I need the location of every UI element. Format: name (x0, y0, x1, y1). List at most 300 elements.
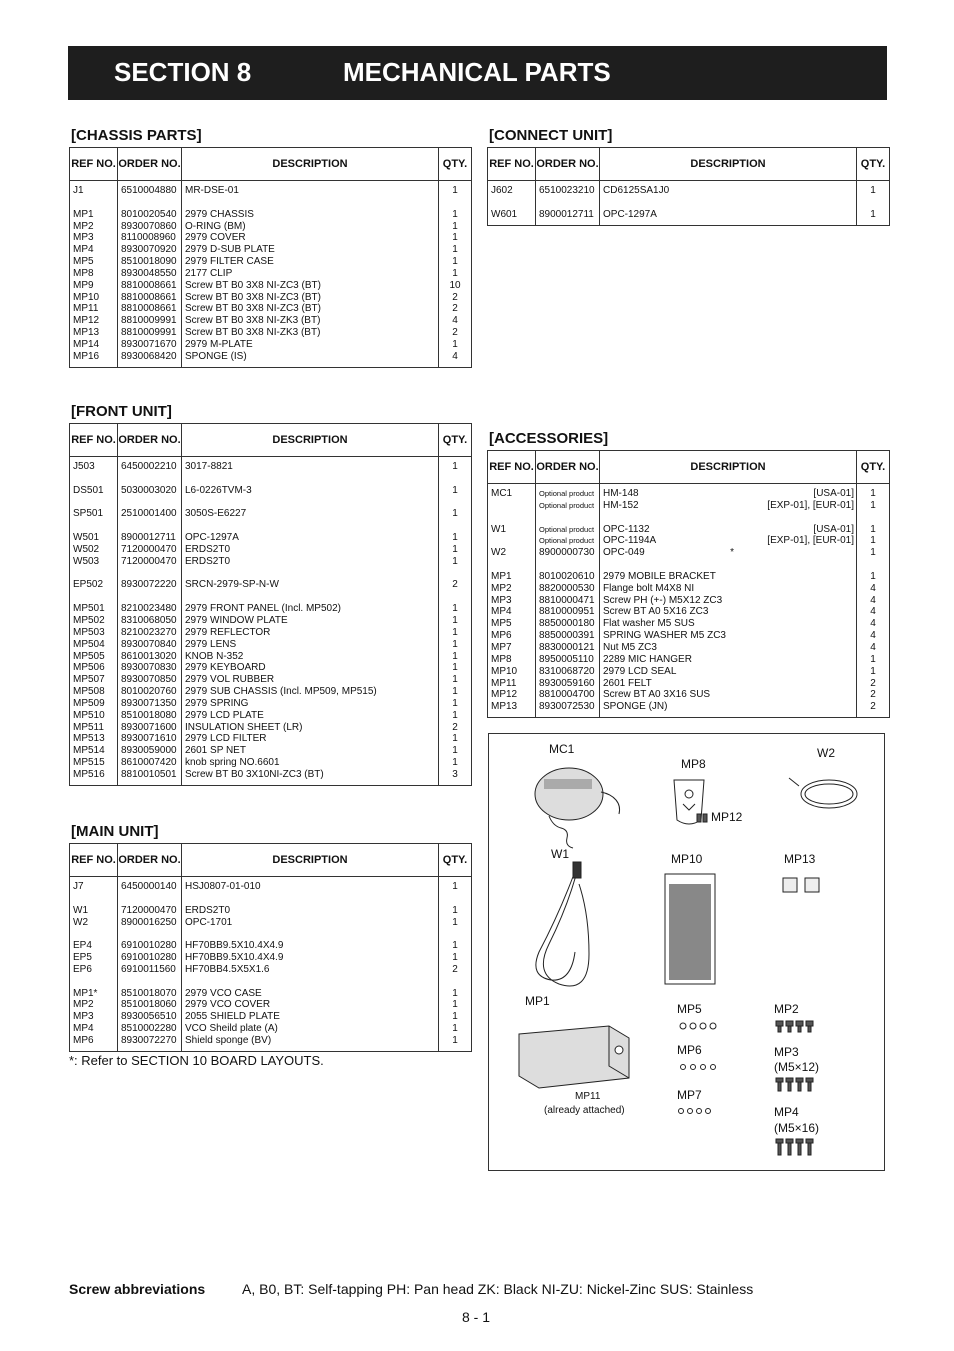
table-row (70, 544, 471, 556)
description-cell (600, 500, 857, 512)
table-row (70, 256, 471, 268)
description-text: VCO Sheild plate (A) (185, 1023, 278, 1035)
qty-cell: 1 (452, 614, 458, 626)
order-cell: 8930068420 (121, 350, 177, 362)
description-cell (182, 351, 439, 363)
order-cell: 8930072220 (121, 579, 177, 591)
qty-cell: 1 (870, 570, 876, 582)
order-cell: 8210023480 (121, 603, 177, 615)
table-row (488, 559, 889, 571)
order-cell: 8930070920 (121, 244, 177, 256)
qty-cell: 1 (870, 208, 876, 220)
section-title: MECHANICAL PARTS (343, 57, 611, 87)
description-cell (600, 701, 857, 713)
description-text: HF70BB4.5X5X1.6 (185, 963, 270, 975)
description-cell (182, 508, 439, 520)
qty-cell: 1 (452, 674, 458, 686)
description-text: OPC-1297A (185, 532, 239, 544)
ref-cell: MP503 (73, 626, 105, 638)
qty-cell: 2 (870, 677, 876, 689)
qty-cell: 1 (870, 547, 876, 559)
order-cell: 8900016250 (121, 916, 177, 928)
description-text: 2979 WINDOW PLATE (185, 614, 288, 626)
description-text: Flat washer M5 SUS (603, 618, 695, 630)
description-cell (182, 651, 439, 663)
description-cell (182, 292, 439, 304)
table-row (488, 595, 889, 607)
qty-cell: 1 (452, 662, 458, 674)
ref-cell: MP7 (491, 641, 512, 653)
qty-cell: 1 (452, 650, 458, 662)
table-row (70, 268, 471, 280)
order-cell: 8810008661 (121, 291, 177, 303)
description-text: Screw BT B0 3X8 NI-ZK3 (BT) (185, 315, 321, 327)
description-text: INSULATION SHEET (LR) (185, 721, 303, 733)
description-text: L6-0226TVM-3 (185, 484, 252, 496)
mp6-label: MP6 (677, 1043, 702, 1057)
order-cell: 6910011560 (121, 963, 176, 975)
order-cell: 8010020540 (121, 208, 177, 220)
description-cell (600, 571, 857, 583)
description-text: SPONGE (IS) (185, 350, 247, 362)
qty-cell: 1 (452, 532, 458, 544)
qty-cell: 3 (452, 768, 458, 780)
description-text: SRCN-2979-SP-N-W (185, 579, 279, 591)
column-header-desc: DESCRIPTION (182, 844, 439, 876)
ref-cell: MP501 (73, 603, 105, 615)
ref-cell: MP3 (73, 1011, 94, 1023)
ref-cell: MP514 (73, 745, 105, 757)
qty-cell: 1 (452, 686, 458, 698)
description-text: MR-DSE-01 (185, 185, 239, 196)
description-cell (182, 952, 439, 964)
mp4-size: (M5×16) (774, 1121, 820, 1135)
order-cell: 8930059000 (121, 745, 177, 757)
ref-cell: W501 (73, 532, 100, 544)
table-row (70, 769, 471, 781)
table-row (70, 603, 471, 615)
description-cell (600, 547, 857, 559)
ref-cell: MP505 (73, 650, 105, 662)
table-row (488, 524, 889, 536)
description-cell (182, 556, 439, 568)
ref-cell: MP3 (73, 232, 94, 244)
order-cell: 8900000730 (539, 547, 595, 559)
mp5-label: MP5 (677, 1002, 702, 1016)
ref-cell: MP516 (73, 768, 105, 780)
description-text: 2979 FILTER CASE (185, 256, 274, 268)
table-header (70, 844, 471, 877)
description-cell (182, 209, 439, 221)
description-cell (600, 666, 857, 678)
order-cell: 8930070860 (121, 220, 177, 232)
table-row (70, 185, 471, 197)
table-row (70, 1023, 471, 1035)
ref-cell: MP5 (73, 256, 94, 268)
ref-cell: DS501 (73, 484, 104, 496)
order-cell: 8810000951 (539, 606, 595, 618)
order-cell: 5030003020 (121, 484, 177, 496)
order-cell: 8310068720 (539, 665, 595, 677)
table-row (70, 639, 471, 651)
description-text: Screw BT B0 3X8 NI-ZK3 (BT) (185, 327, 321, 339)
description-cell (600, 678, 857, 690)
description-cell (182, 280, 439, 292)
description-text: 2979 VCO COVER (185, 999, 271, 1011)
table-row (70, 999, 471, 1011)
qty-cell: 1 (452, 461, 458, 472)
description-cell (182, 603, 439, 615)
description-text: 2979 VOL RUBBER (185, 674, 275, 686)
chassis-heading: [CHASSIS PARTS] (71, 127, 202, 144)
column-header-ref: REF NO. (70, 424, 118, 456)
table-row (70, 591, 471, 603)
order-cell: 8810008661 (121, 303, 177, 315)
ref-cell: J503 (73, 461, 95, 472)
accessories-heading: [ACCESSORIES] (489, 430, 609, 447)
table-row (70, 952, 471, 964)
ref-cell: MP510 (73, 709, 105, 721)
mobile-bracket-icon (519, 1026, 629, 1088)
ref-cell: W502 (73, 543, 100, 555)
qty-cell: 1 (452, 543, 458, 555)
order-cell: 8930071350 (121, 697, 177, 709)
qty-cell: 1 (870, 665, 876, 677)
table-row (70, 339, 471, 351)
region-text: [USA-01] (813, 523, 854, 535)
ref-cell: MP506 (73, 662, 105, 674)
table-row (70, 662, 471, 674)
qty-cell: 1 (870, 653, 876, 665)
footnote-mark: * (730, 547, 734, 559)
table-row (70, 1035, 471, 1047)
order-cell: 8510018070 (121, 987, 177, 999)
description-text: HM-148 (603, 488, 639, 499)
description-cell (600, 689, 857, 701)
order-cell: 8950005110 (539, 653, 594, 665)
ref-cell: MP13 (73, 327, 100, 339)
qty-cell: 1 (452, 244, 458, 256)
column-header-ref: REF NO. (70, 844, 118, 876)
accessories-illustration (488, 733, 885, 1171)
order-cell: 2510001400 (121, 508, 177, 520)
table-row (70, 674, 471, 686)
table-row (70, 893, 471, 905)
description-cell (600, 535, 857, 547)
table-row (70, 686, 471, 698)
description-text: 2979 M-PLATE (185, 338, 253, 350)
description-text: OPC-1701 (185, 916, 233, 928)
description-cell (600, 606, 857, 618)
description-cell (182, 988, 439, 1000)
order-cell: 8930072270 (121, 1034, 177, 1046)
qty-cell: 1 (452, 208, 458, 220)
description-text: ERDS2T0 (185, 904, 231, 916)
table-row (70, 485, 471, 497)
order-cell: 7120000470 (121, 904, 177, 916)
table-row (70, 303, 471, 315)
qty-cell: 1 (452, 1011, 458, 1023)
table-row (70, 964, 471, 976)
order-cell: 8850000180 (539, 618, 595, 630)
description-text: 2289 MIC HANGER (603, 653, 692, 665)
table-row (488, 689, 889, 701)
table-row (70, 976, 471, 988)
page-number: 8 - 1 (462, 1309, 491, 1325)
order-cell: 6510004880 (121, 185, 177, 196)
description-text: SPRING WASHER M5 ZC3 (603, 630, 726, 642)
order-cell: 8810009991 (121, 315, 177, 327)
description-cell (182, 662, 439, 674)
ref-cell: MP513 (73, 733, 105, 745)
section-number: SECTION 8 (114, 57, 252, 87)
qty-cell: 2 (870, 689, 876, 701)
description-cell (600, 209, 857, 221)
description-cell (182, 579, 439, 591)
order-cell: 6910010280 (121, 940, 177, 952)
description-cell (182, 999, 439, 1011)
column-header-ref: REF NO. (488, 148, 536, 180)
ref-cell: W2 (491, 547, 506, 559)
ref-cell: MP1* (73, 987, 98, 999)
table-row (488, 618, 889, 630)
order-cell: 8810000471 (539, 594, 595, 606)
order-cell: 6510023210 (539, 185, 595, 196)
description-cell (600, 583, 857, 595)
ref-cell: MP502 (73, 614, 105, 626)
order-cell: 8850000391 (539, 630, 595, 642)
table-row (488, 666, 889, 678)
lcd-seal-icon (665, 874, 715, 984)
table-row (488, 571, 889, 583)
description-text: Screw BT B0 3X8 NI-ZC3 (BT) (185, 279, 321, 291)
qty-cell: 10 (449, 279, 461, 291)
order-cell: 8810004700 (539, 689, 595, 701)
order-cell: 8810009991 (121, 327, 177, 339)
qty-cell: 1 (452, 508, 458, 520)
ref-cell: W601 (491, 208, 518, 220)
mp1-label: MP1 (525, 994, 550, 1008)
description-cell (182, 639, 439, 651)
table-row (70, 473, 471, 485)
ref-cell: MP6 (491, 630, 512, 642)
column-header-qty: QTY. (442, 854, 468, 866)
order-cell: 8510018090 (121, 256, 177, 268)
table-row (70, 1011, 471, 1023)
ref-cell: MP515 (73, 757, 105, 769)
qty-cell: 1 (452, 999, 458, 1011)
table-row (70, 698, 471, 710)
table-row (70, 881, 471, 893)
mp4-label: MP4 (774, 1105, 799, 1119)
connect-heading: [CONNECT UNIT] (489, 127, 613, 144)
ref-cell: EP5 (73, 952, 92, 964)
description-text: OPC-1132 (603, 523, 650, 535)
chassis-parts-table (69, 147, 472, 368)
order-cell: 8010020760 (121, 686, 177, 698)
description-text: OPC-1297A (603, 208, 657, 220)
qty-cell: 1 (452, 638, 458, 650)
screw-abbreviations-label: Screw abbreviations (69, 1281, 206, 1297)
order-cell: 8110008960 (121, 232, 176, 244)
description-text: ERDS2T0 (185, 555, 231, 567)
description-text: 2979 SUB CHASSIS (Incl. MP509, MP515) (185, 686, 377, 698)
accessories-table (487, 450, 890, 718)
table-row (70, 579, 471, 591)
description-cell (182, 268, 439, 280)
table-row (70, 327, 471, 339)
description-cell (182, 905, 439, 917)
description-text: 2979 CHASSIS (185, 208, 254, 220)
ref-cell: MP9 (73, 279, 94, 291)
ref-cell: MP3 (491, 594, 512, 606)
description-cell (182, 185, 439, 197)
qty-cell: 2 (452, 963, 458, 975)
table-row (488, 512, 889, 524)
ref-cell: MP2 (491, 582, 512, 594)
qty-cell: 1 (870, 499, 876, 511)
ref-cell: MP511 (73, 721, 104, 733)
qty-cell: 1 (452, 1034, 458, 1046)
description-text: Screw BT A0 3X16 SUS (603, 689, 711, 701)
ref-cell: MP504 (73, 638, 105, 650)
qty-cell: 1 (870, 185, 876, 196)
mp13-label: MP13 (784, 852, 816, 866)
description-cell (182, 917, 439, 929)
description-text: 2979 D-SUB PLATE (185, 244, 275, 256)
order-cell: 6450000140 (121, 881, 177, 892)
description-text: 2979 REFLECTOR (185, 626, 271, 638)
description-text: Screw BT B0 3X8 NI-ZC3 (BT) (185, 303, 321, 315)
description-text: SPONGE (JN) (603, 701, 668, 713)
flange-bolt-icon (776, 1021, 813, 1032)
column-header-qty: QTY. (860, 461, 886, 473)
description-cell (182, 221, 439, 233)
table-row (70, 615, 471, 627)
table-row (488, 547, 889, 559)
table-row (70, 508, 471, 520)
table-row (70, 197, 471, 209)
description-text: HF70BB9.5X10.4X4.9 (185, 952, 284, 964)
description-cell (182, 686, 439, 698)
order-cell: 8930070830 (121, 662, 177, 674)
order-cell: 8930071610 (121, 733, 177, 745)
description-cell (182, 940, 439, 952)
qty-cell: 1 (452, 745, 458, 757)
table-row (70, 315, 471, 327)
table-row (488, 209, 889, 221)
ref-cell: MP6 (73, 1034, 94, 1046)
table-header (488, 148, 889, 181)
microphone-icon (535, 768, 620, 848)
order-cell: 8510018060 (121, 999, 177, 1011)
table-row (488, 642, 889, 654)
qty-cell: 2 (452, 303, 458, 315)
ref-cell: MP8 (491, 653, 512, 665)
description-text: HSJ0807-01-010 (185, 881, 261, 892)
table-row (70, 722, 471, 734)
order-cell: Optional product (539, 524, 595, 534)
table-row (70, 520, 471, 532)
table-row (488, 583, 889, 595)
ref-cell: J602 (491, 185, 513, 196)
description-cell (600, 595, 857, 607)
order-cell: 7120000470 (121, 543, 177, 555)
description-text: KNOB N-352 (185, 650, 244, 662)
order-cell: 6450002210 (121, 461, 177, 472)
ref-cell: MP14 (73, 338, 100, 350)
order-cell: 8930071670 (121, 338, 177, 350)
description-text: 3017-8821 (185, 461, 233, 472)
description-cell (182, 315, 439, 327)
description-text: Shield sponge (BV) (185, 1034, 272, 1046)
spring-washer-icon (681, 1065, 716, 1070)
qty-cell: 4 (870, 594, 876, 606)
ref-cell: W1 (491, 523, 506, 535)
qty-cell: 2 (452, 327, 458, 339)
order-cell: 8930056510 (121, 1011, 177, 1023)
table-row (70, 745, 471, 757)
description-cell (182, 733, 439, 745)
description-cell (182, 627, 439, 639)
qty-cell: 1 (452, 916, 458, 928)
order-cell: Optional product (539, 500, 595, 510)
mp12-label: MP12 (711, 810, 743, 824)
mp11-note: (already attached) (544, 1105, 625, 1116)
qty-cell: 4 (870, 606, 876, 618)
ref-cell: MP509 (73, 697, 105, 709)
qty-cell: 4 (452, 315, 458, 327)
table-row (488, 606, 889, 618)
front-heading: [FRONT UNIT] (71, 403, 172, 420)
column-header-qty: QTY. (442, 434, 468, 446)
qty-cell: 1 (452, 220, 458, 232)
description-cell (182, 461, 439, 473)
qty-cell: 1 (452, 267, 458, 279)
column-header-order: ORDER NO. (536, 451, 600, 483)
order-cell: 8900012711 (539, 208, 594, 220)
description-cell (182, 1035, 439, 1047)
qty-cell: 1 (452, 709, 458, 721)
qty-cell: 1 (452, 232, 458, 244)
ref-cell: J7 (73, 881, 84, 892)
description-text: 2177 CLIP (185, 267, 233, 279)
ref-cell: MC1 (491, 488, 513, 499)
mp3-label: MP3 (774, 1045, 799, 1059)
qty-cell: 2 (870, 701, 876, 713)
qty-cell: 1 (452, 733, 458, 745)
description-cell (182, 485, 439, 497)
order-cell: 6910010280 (121, 952, 177, 964)
sponge-icon (783, 878, 819, 892)
table-row (70, 988, 471, 1000)
order-cell: 8810010501 (121, 768, 177, 780)
qty-cell: 1 (452, 185, 458, 196)
description-text: Flange bolt M4X8 NI (603, 582, 695, 594)
ref-cell: MP5 (491, 618, 512, 630)
cable-w1-icon (536, 862, 589, 986)
column-header-order: ORDER NO. (118, 424, 182, 456)
description-cell (182, 339, 439, 351)
ref-cell: MP1 (73, 208, 94, 220)
order-cell: 8930071600 (121, 721, 177, 733)
ref-cell: MP4 (73, 1023, 94, 1035)
column-header-desc: DESCRIPTION (600, 451, 857, 483)
mp11-label: MP11 (575, 1091, 601, 1102)
description-text: 2979 LENS (185, 638, 237, 650)
order-cell: 8010020610 (539, 570, 595, 582)
screw-m5x16-icon (776, 1139, 813, 1155)
